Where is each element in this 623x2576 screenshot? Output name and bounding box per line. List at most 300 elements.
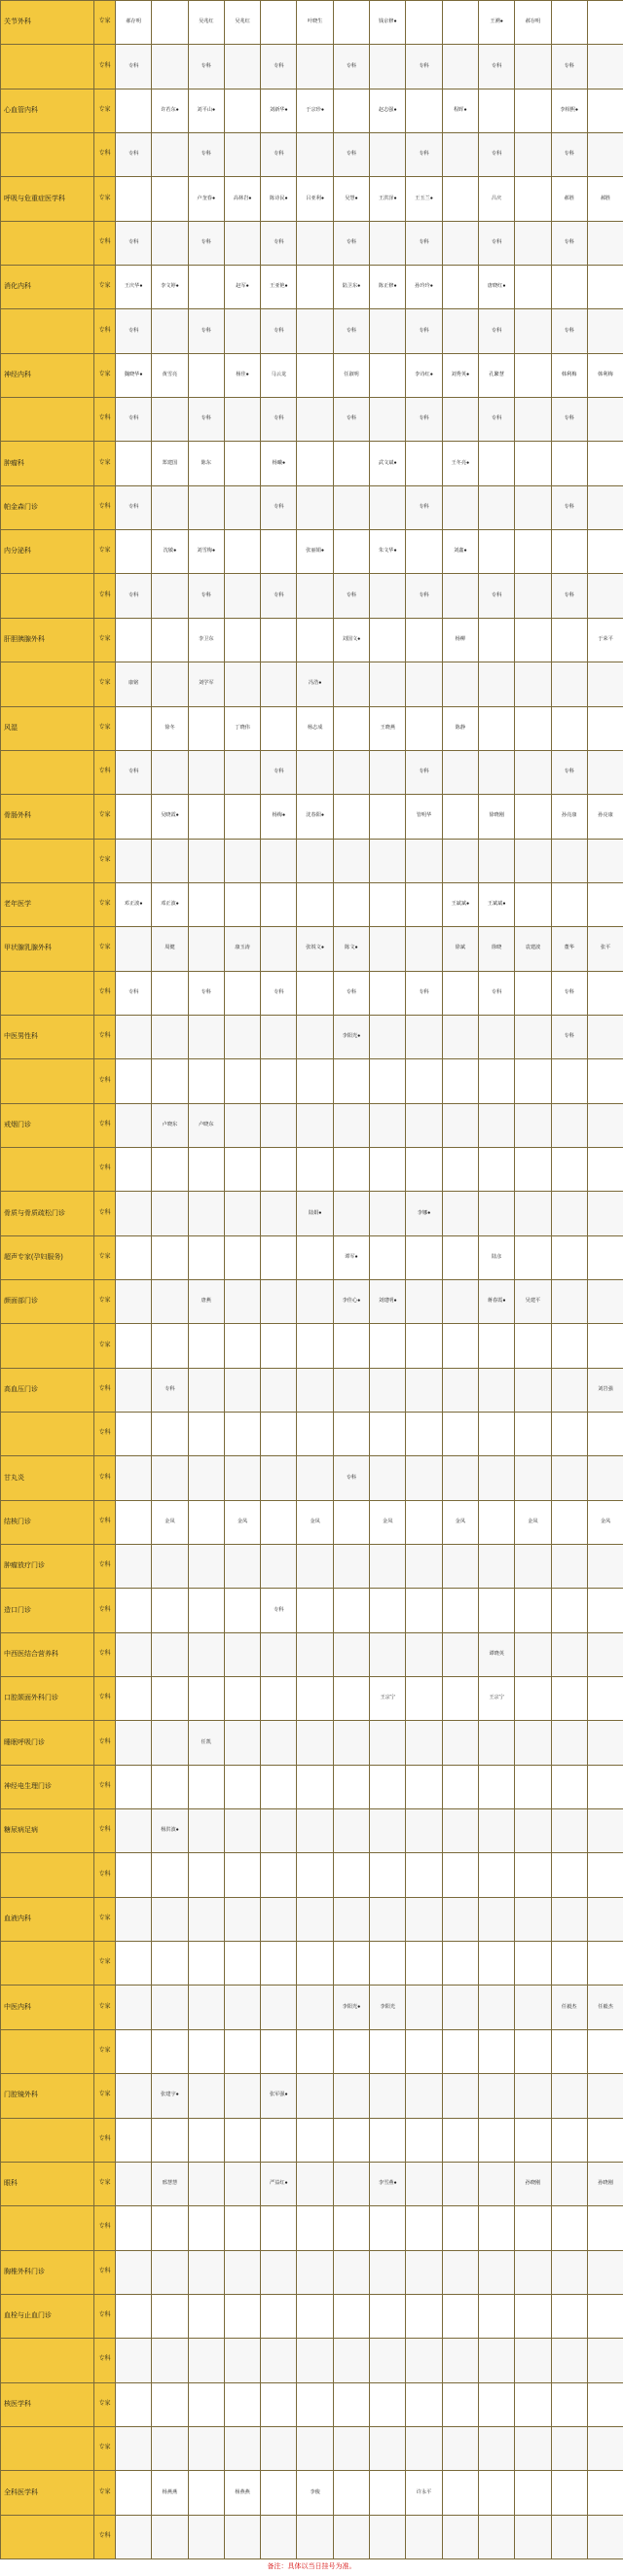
schedule-cell: 李佳心● <box>333 1279 369 1323</box>
schedule-cell: 康玉涛 <box>224 927 260 971</box>
department-name: 内分泌科 <box>1 530 94 574</box>
schedule-cell <box>224 2074 260 2118</box>
schedule-cell: 专科 <box>478 45 514 89</box>
schedule-cell: 任淑明 <box>333 353 369 397</box>
clinic-type: 专科 <box>94 1809 116 1853</box>
schedule-cell <box>442 662 478 706</box>
schedule-cell: 专科 <box>333 133 369 177</box>
clinic-type: 专家 <box>94 882 116 926</box>
schedule-cell <box>370 618 406 662</box>
schedule-cell: 专科 <box>333 221 369 265</box>
schedule-cell <box>188 1192 224 1235</box>
table-row <box>1 2515 623 2558</box>
table-row <box>1 1545 623 1589</box>
schedule-cell <box>515 1721 551 1765</box>
schedule-cell: 专科 <box>406 971 442 1015</box>
schedule-cell <box>370 1413 406 1456</box>
schedule-cell <box>188 1015 224 1058</box>
schedule-cell <box>188 2074 224 2118</box>
clinic-type: 专科 <box>94 485 116 529</box>
schedule-cell <box>406 1456 442 1500</box>
schedule-cell <box>188 750 224 794</box>
schedule-cell <box>152 1589 188 1632</box>
schedule-cell <box>297 882 333 926</box>
clinic-type: 专科 <box>94 1765 116 1808</box>
table-row <box>1 221 623 265</box>
schedule-cell <box>406 1147 442 1191</box>
department-name: 门腔镜外科 <box>1 2074 94 2118</box>
department-name: 戒烟门诊 <box>1 1103 94 1147</box>
schedule-cell <box>478 2029 514 2073</box>
schedule-cell: 郝胜 <box>587 177 623 221</box>
table-row <box>1 45 623 89</box>
schedule-cell <box>442 1059 478 1103</box>
schedule-cell <box>370 1765 406 1808</box>
table-row <box>1 485 623 529</box>
schedule-cell: 专科 <box>406 398 442 442</box>
schedule-cell <box>406 882 442 926</box>
schedule-cell <box>442 750 478 794</box>
schedule-cell <box>587 2118 623 2162</box>
schedule-cell <box>116 89 152 132</box>
schedule-cell <box>297 353 333 397</box>
schedule-cell <box>406 1986 442 2029</box>
schedule-cell <box>478 2382 514 2426</box>
schedule-cell <box>370 882 406 926</box>
schedule-cell <box>551 2074 587 2118</box>
schedule-cell <box>370 2118 406 2162</box>
schedule-cell <box>442 485 478 529</box>
schedule-cell <box>224 1942 260 1986</box>
department-name: 胸椎外科门诊 <box>1 2250 94 2294</box>
schedule-cell <box>297 1986 333 2029</box>
schedule-cell <box>515 1897 551 1941</box>
schedule-cell: 专科 <box>333 309 369 353</box>
schedule-cell <box>152 2515 188 2558</box>
schedule-cell <box>478 2515 514 2558</box>
department-name: 甘丸炎 <box>1 1456 94 1500</box>
table-row <box>1 2382 623 2426</box>
schedule-cell <box>116 1456 152 1500</box>
schedule-cell <box>152 485 188 529</box>
schedule-cell <box>515 1765 551 1808</box>
schedule-cell: 专科 <box>261 1589 297 1632</box>
schedule-cell <box>587 1059 623 1103</box>
schedule-cell <box>224 2426 260 2470</box>
schedule-cell: 魏晓华● <box>116 353 152 397</box>
schedule-cell: 李阳光 <box>370 1986 406 2029</box>
schedule-cell <box>515 1632 551 1676</box>
schedule-cell: 李相熙● <box>551 89 587 132</box>
clinic-type: 专科 <box>94 1015 116 1058</box>
schedule-cell <box>406 2426 442 2470</box>
schedule-cell <box>587 1897 623 1941</box>
schedule-cell <box>551 1545 587 1589</box>
schedule-cell <box>478 1765 514 1808</box>
schedule-cell: 金凤 <box>297 1500 333 1544</box>
clinic-type: 专家 <box>94 2074 116 2118</box>
clinic-type: 专科 <box>94 1677 116 1721</box>
schedule-cell <box>152 45 188 89</box>
schedule-cell <box>515 2250 551 2294</box>
schedule-cell: 专科 <box>551 221 587 265</box>
schedule-cell <box>515 1589 551 1632</box>
schedule-cell <box>587 1765 623 1808</box>
schedule-cell <box>333 1853 369 1897</box>
clinic-type: 专家 <box>94 662 116 706</box>
schedule-cell <box>152 1853 188 1897</box>
schedule-cell <box>406 1500 442 1544</box>
department-name <box>1 662 94 706</box>
schedule-cell <box>587 1942 623 1986</box>
schedule-cell <box>370 1192 406 1235</box>
schedule-cell <box>370 2382 406 2426</box>
schedule-cell <box>551 2118 587 2162</box>
schedule-cell <box>333 2250 369 2294</box>
schedule-cell <box>442 1324 478 1368</box>
schedule-cell <box>261 1765 297 1808</box>
schedule-cell <box>333 1589 369 1632</box>
schedule-cell: 蒋春霞● <box>478 1279 514 1323</box>
schedule-cell <box>261 2118 297 2162</box>
schedule-cell: 徐晓刚 <box>478 795 514 839</box>
schedule-cell <box>333 1809 369 1853</box>
schedule-cell <box>587 398 623 442</box>
schedule-cell: 于宗珍● <box>297 89 333 132</box>
table-row <box>1 1942 623 1986</box>
schedule-cell <box>224 1853 260 1897</box>
schedule-cell <box>442 2294 478 2338</box>
schedule-cell <box>587 1147 623 1191</box>
table-row <box>1 750 623 794</box>
schedule-cell <box>442 1456 478 1500</box>
schedule-cell <box>442 1368 478 1412</box>
schedule-cell <box>297 1413 333 1456</box>
schedule-cell <box>224 133 260 177</box>
schedule-cell: 张军强● <box>261 2074 297 2118</box>
table-row <box>1 266 623 309</box>
schedule-cell <box>442 839 478 882</box>
schedule-cell: 王冬亮● <box>442 442 478 485</box>
schedule-cell <box>406 2515 442 2558</box>
schedule-cell: 李阳光● <box>333 1986 369 2029</box>
schedule-cell: 专科 <box>406 221 442 265</box>
schedule-cell <box>297 1721 333 1765</box>
schedule-cell <box>587 1721 623 1765</box>
schedule-cell: 邢慧慧 <box>152 2162 188 2205</box>
department-name: 骨质与骨质疏松门诊 <box>1 1192 94 1235</box>
schedule-cell <box>188 2339 224 2382</box>
schedule-cell <box>333 2471 369 2515</box>
schedule-cell <box>442 2206 478 2250</box>
schedule-cell <box>515 398 551 442</box>
schedule-cell: 任毅杰 <box>551 1986 587 2029</box>
schedule-cell <box>551 1 587 45</box>
schedule-cell <box>188 1147 224 1191</box>
schedule-cell <box>515 2074 551 2118</box>
schedule-cell <box>152 1235 188 1279</box>
schedule-cell <box>515 574 551 618</box>
schedule-cell <box>333 442 369 485</box>
schedule-cell <box>551 1192 587 1235</box>
schedule-cell <box>551 1413 587 1456</box>
schedule-cell: 专科 <box>261 221 297 265</box>
schedule-cell: 专科 <box>406 750 442 794</box>
schedule-cell <box>442 2426 478 2470</box>
clinic-type: 专家 <box>94 927 116 971</box>
schedule-cell <box>370 750 406 794</box>
schedule-cell <box>551 1324 587 1368</box>
schedule-cell <box>333 2294 369 2338</box>
schedule-cell <box>261 706 297 750</box>
schedule-cell: 金凤 <box>224 1500 260 1544</box>
schedule-cell: 杨燕燕 <box>152 2471 188 2515</box>
clinic-type: 专科 <box>94 1632 116 1676</box>
schedule-cell <box>551 1235 587 1279</box>
schedule-cell <box>224 1456 260 1500</box>
schedule-cell <box>333 2074 369 2118</box>
schedule-cell <box>406 1015 442 1058</box>
schedule-cell <box>188 1368 224 1412</box>
schedule-cell <box>261 1192 297 1235</box>
table-row <box>1 662 623 706</box>
schedule-cell <box>224 45 260 89</box>
schedule-cell <box>224 971 260 1015</box>
schedule-cell <box>116 1324 152 1368</box>
schedule-cell: 陆卫东● <box>333 266 369 309</box>
department-name: 全科医学科 <box>1 2471 94 2515</box>
schedule-cell <box>116 1721 152 1765</box>
schedule-cell <box>370 1368 406 1412</box>
schedule-cell <box>515 1677 551 1721</box>
schedule-cell: 管明华 <box>406 795 442 839</box>
department-name <box>1 2339 94 2382</box>
schedule-cell <box>478 1545 514 1589</box>
schedule-cell <box>188 1235 224 1279</box>
schedule-cell <box>261 1324 297 1368</box>
schedule-cell <box>587 1192 623 1235</box>
schedule-cell <box>370 2426 406 2470</box>
schedule-cell <box>152 1632 188 1676</box>
schedule-cell <box>224 1765 260 1808</box>
schedule-cell <box>406 1103 442 1147</box>
schedule-cell <box>442 1015 478 1058</box>
schedule-cell <box>442 2162 478 2205</box>
schedule-cell: 王亚艳● <box>261 266 297 309</box>
schedule-cell <box>224 2294 260 2338</box>
schedule-cell: 专科 <box>188 221 224 265</box>
schedule-cell: 金凤 <box>515 1500 551 1544</box>
schedule-cell <box>442 398 478 442</box>
department-name: 消化内科 <box>1 266 94 309</box>
schedule-cell <box>333 662 369 706</box>
schedule-cell <box>587 133 623 177</box>
schedule-cell <box>478 2162 514 2205</box>
schedule-cell <box>297 309 333 353</box>
department-name: 骨肠外科 <box>1 795 94 839</box>
schedule-cell <box>370 2206 406 2250</box>
schedule-cell: 专科 <box>261 45 297 89</box>
schedule-cell <box>261 618 297 662</box>
schedule-cell <box>188 1677 224 1721</box>
schedule-cell <box>587 1413 623 1456</box>
schedule-cell <box>188 2426 224 2470</box>
schedule-cell <box>224 2118 260 2162</box>
department-name: 帕金森门诊 <box>1 485 94 529</box>
schedule-cell <box>224 2162 260 2205</box>
schedule-cell <box>224 1897 260 1941</box>
schedule-cell <box>152 177 188 221</box>
table-row <box>1 530 623 574</box>
schedule-cell <box>478 2074 514 2118</box>
schedule-cell: 专科 <box>116 221 152 265</box>
schedule-cell: 黄雪亮 <box>152 353 188 397</box>
schedule-cell <box>478 2426 514 2470</box>
schedule-cell <box>116 2426 152 2470</box>
table-row <box>1 1279 623 1323</box>
schedule-cell: 徐冬 <box>152 706 188 750</box>
schedule-cell <box>224 574 260 618</box>
schedule-cell <box>297 1103 333 1147</box>
schedule-cell <box>515 618 551 662</box>
department-name <box>1 309 94 353</box>
schedule-cell: 专科 <box>551 398 587 442</box>
schedule-cell <box>224 2515 260 2558</box>
schedule-cell <box>297 2206 333 2250</box>
table-row <box>1 882 623 926</box>
clinic-type: 专科 <box>94 221 116 265</box>
schedule-cell <box>333 1545 369 1589</box>
schedule-cell <box>406 530 442 574</box>
schedule-cell: 许若东● <box>152 89 188 132</box>
schedule-cell <box>406 1677 442 1721</box>
schedule-cell <box>152 2294 188 2338</box>
schedule-cell <box>152 309 188 353</box>
schedule-cell: 专科 <box>116 309 152 353</box>
schedule-cell <box>370 485 406 529</box>
clinic-type: 专家 <box>94 1235 116 1279</box>
schedule-cell: 专科 <box>551 485 587 529</box>
schedule-cell: 陈正修● <box>370 266 406 309</box>
schedule-cell <box>188 1809 224 1853</box>
schedule-cell <box>261 1942 297 1986</box>
schedule-cell <box>297 1677 333 1721</box>
schedule-cell <box>515 442 551 485</box>
schedule-cell: 程晖● <box>442 89 478 132</box>
schedule-cell <box>116 1500 152 1544</box>
schedule-cell <box>442 1853 478 1897</box>
schedule-cell <box>297 1632 333 1676</box>
schedule-cell <box>551 1677 587 1721</box>
clinic-type: 专科 <box>94 1413 116 1456</box>
schedule-cell <box>297 2515 333 2558</box>
schedule-cell <box>587 750 623 794</box>
schedule-cell <box>515 750 551 794</box>
table-row <box>1 2118 623 2162</box>
schedule-cell: 专科 <box>188 574 224 618</box>
department-name: 血液内科 <box>1 1897 94 1941</box>
schedule-cell <box>551 2250 587 2294</box>
schedule-cell: 王宗宁 <box>370 1677 406 1721</box>
schedule-cell <box>370 1545 406 1589</box>
schedule-cell <box>406 442 442 485</box>
clinic-type: 专科 <box>94 1192 116 1235</box>
table-row <box>1 177 623 221</box>
schedule-cell <box>224 1986 260 2029</box>
schedule-cell <box>587 2426 623 2470</box>
schedule-cell: 专科 <box>551 574 587 618</box>
schedule-cell <box>478 1897 514 1941</box>
department-name <box>1 2515 94 2558</box>
schedule-cell <box>587 839 623 882</box>
schedule-cell: 专科 <box>188 45 224 89</box>
schedule-cell <box>116 2250 152 2294</box>
schedule-cell <box>442 1986 478 2029</box>
schedule-cell <box>442 1192 478 1235</box>
schedule-cell <box>406 1589 442 1632</box>
schedule-cell <box>587 1235 623 1279</box>
table-row <box>1 1897 623 1941</box>
schedule-cell <box>442 1677 478 1721</box>
schedule-cell: 孙玲玲● <box>406 266 442 309</box>
table-row <box>1 1324 623 1368</box>
schedule-cell <box>188 1059 224 1103</box>
schedule-cell <box>116 1015 152 1058</box>
schedule-cell <box>442 2250 478 2294</box>
schedule-cell <box>188 2029 224 2073</box>
schedule-cell <box>297 2029 333 2073</box>
schedule-cell <box>297 2339 333 2382</box>
schedule-cell <box>515 2339 551 2382</box>
schedule-cell <box>116 1986 152 2029</box>
department-name <box>1 1942 94 1986</box>
schedule-cell: 陈东 <box>188 442 224 485</box>
schedule-cell <box>333 2515 369 2558</box>
department-name: 口腔颌面外科门诊 <box>1 1677 94 1721</box>
schedule-cell <box>333 2118 369 2162</box>
schedule-cell <box>224 882 260 926</box>
schedule-cell: 沈敏● <box>152 530 188 574</box>
schedule-cell <box>442 1632 478 1676</box>
schedule-cell: 专科 <box>478 971 514 1015</box>
schedule-cell <box>515 1456 551 1500</box>
schedule-cell <box>333 2382 369 2426</box>
schedule-cell: 吴晓霞● <box>152 795 188 839</box>
schedule-cell <box>406 1 442 45</box>
schedule-cell <box>116 2074 152 2118</box>
schedule-cell: 康铭 <box>116 662 152 706</box>
schedule-cell <box>551 1279 587 1323</box>
schedule-cell <box>587 1324 623 1368</box>
schedule-cell <box>333 1897 369 1941</box>
schedule-cell <box>551 1897 587 1941</box>
schedule-cell <box>333 1765 369 1808</box>
schedule-cell <box>551 530 587 574</box>
schedule-cell <box>297 618 333 662</box>
schedule-cell: 陆娟● <box>297 1192 333 1235</box>
schedule-cell <box>406 2206 442 2250</box>
table-row <box>1 2294 623 2338</box>
table-row <box>1 795 623 839</box>
schedule-cell <box>224 1059 260 1103</box>
schedule-cell <box>261 927 297 971</box>
schedule-cell <box>370 2250 406 2294</box>
schedule-cell <box>116 2294 152 2338</box>
schedule-cell <box>551 1059 587 1103</box>
schedule-cell: 武文斌● <box>370 442 406 485</box>
schedule-cell <box>442 1279 478 1323</box>
schedule-cell <box>333 485 369 529</box>
